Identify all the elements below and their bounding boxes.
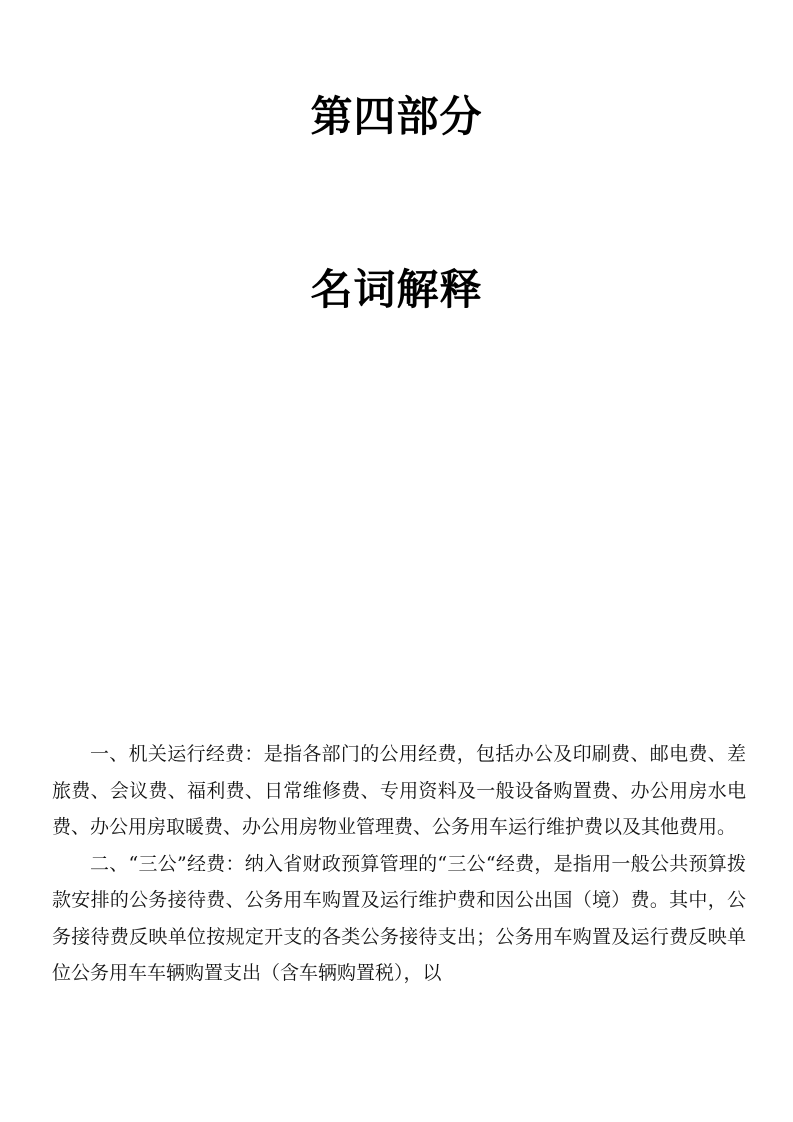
definition-paragraph-office-operating-expenses: 一、机关运行经费：是指各部门的公用经费，包括办公及印刷费、邮电费、差旅费、会议费、福利费、日常维修费、专用资料及一般设备购置费、办公用房水电费、办公用房取暖费、办公用房物业管理费、公务用车运行维护费以及其他费用。 [52, 743, 746, 838]
definition-paragraph-three-public-expenses: 二、“三公”经费：纳入省财政预算管理的“三公“经费，是指用一般公共预算拨款安排的公务接待费、公务用车购置及运行维护费和因公出国（境）费。其中，公务接待费反映单位按规定开支的各类公务接待支出；公务用车购置及运行费反映单位公务用车车辆购置支出（含车辆购置税），以 [52, 852, 746, 984]
definitions-body [52, 736, 746, 992]
section-title: 名词解释 [310, 264, 483, 314]
part-title: 第四部分 [310, 92, 483, 142]
